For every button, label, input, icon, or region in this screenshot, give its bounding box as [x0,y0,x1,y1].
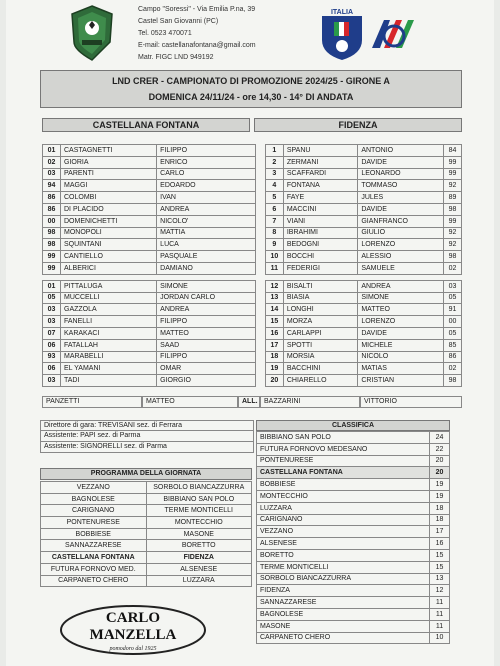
fixture-row [41,517,252,529]
fixture-row [41,540,252,552]
away-player-surname: BEDOGNI [283,239,357,251]
standings-row [257,608,450,620]
player-row [43,363,462,375]
standings-team: VEZZANO [257,526,430,538]
standings-points: 24 [430,432,450,444]
away-player-first-name: SIMONE [358,292,444,304]
standings-row [257,573,450,585]
away-team-header: FIDENZA [254,118,462,132]
away-player-number: 8 [265,227,283,239]
away-player-first-name: CRISTIAN [358,375,444,387]
home-player-first-name: IVAN [157,192,256,204]
fixture-home-team: VEZZANO [41,482,147,494]
away-player-number: 18 [265,351,283,363]
fixture-home-team: CASTELLANA FONTANA [41,552,147,564]
standings-team: SANNAZZARESE [257,597,430,609]
contact-address: Campo "Soressi" - Via Emilia P.na, 39 [138,6,256,13]
away-player-first-name: MATIAS [358,363,444,375]
away-player-surname: FONTANA [283,180,357,192]
home-player-surname: MAGGI [61,180,157,192]
away-player-year: 00 [444,316,462,328]
home-coach-surname: PANZETTI [42,396,142,408]
column-gap [255,262,265,274]
fixture-away-team: SORBOLO BIANCAZZURRA [146,482,252,494]
fixture-away-team: ALSENESE [146,563,252,575]
away-player-first-name: JULES [358,192,444,204]
home-player-number: 05 [43,292,61,304]
standings-points: 11 [430,620,450,632]
away-player-surname: CHIARELLO [283,375,357,387]
away-player-year: 03 [444,280,462,292]
standings-row [257,455,450,467]
away-player-number: 12 [265,280,283,292]
home-player-number: 99 [43,251,61,263]
away-player-first-name: LORENZO [358,316,444,328]
fixture-home-team: BAGNOLESE [41,493,147,505]
away-player-surname: BACCHINI [283,363,357,375]
fixture-row [41,528,252,540]
standings-team: MASONE [257,620,430,632]
contact-phone: Tel. 0523 470071 [138,30,192,37]
away-player-surname: LONGHI [283,304,357,316]
home-player-surname: FATALLAH [61,339,157,351]
fixture-home-team: SANNAZZARESE [41,540,147,552]
standings-points: 22 [430,443,450,455]
home-player-number: 03 [43,316,61,328]
standings-points: 15 [430,549,450,561]
column-gap [255,215,265,227]
player-row [43,280,462,292]
home-player-surname: TADI [61,375,157,387]
away-player-first-name: DAVIDE [358,327,444,339]
standings-team: LUZZARA [257,502,430,514]
away-player-first-name: TOMMASO [358,180,444,192]
standings-row [257,467,450,479]
player-row [43,215,462,227]
championship-title: LND CRER - CAMPIONATO DI PROMOZIONE 2024/25 - GIRONE A [112,76,390,86]
home-player-surname: FANELLI [61,316,157,328]
column-gap [255,316,265,328]
standings-points: 19 [430,479,450,491]
away-player-first-name: GIANFRANCO [358,215,444,227]
standings-team: FIDENZA [257,585,430,597]
away-player-surname: BISALTI [283,280,357,292]
column-gap [255,203,265,215]
home-player-first-name: PASQUALE [157,251,256,263]
away-player-year: 99 [444,215,462,227]
player-row [43,180,462,192]
home-player-first-name: FILIPPO [157,145,256,157]
standings-points: 17 [430,526,450,538]
home-player-surname: ALBERICI [61,262,157,274]
home-player-number: 99 [43,262,61,274]
away-player-number: 2 [265,156,283,168]
standings-team: SORBOLO BIANCAZZURRA [257,573,430,585]
standings-row [257,514,450,526]
away-player-number: 19 [265,363,283,375]
club-crest-logo [68,4,116,62]
standings-row [257,502,450,514]
match-title-box [40,70,462,108]
column-gap [255,145,265,157]
away-player-year: 98 [444,375,462,387]
away-player-surname: BIASIA [283,292,357,304]
contact-email: E-mail: castellanafontana@gmail.com [138,42,256,49]
column-gap [255,327,265,339]
away-player-first-name: ALESSIO [358,251,444,263]
classifica-title: CLASSIFICA [256,420,450,431]
contact-city: Castel San Giovanni (PC) [138,18,219,25]
classifica-table [256,431,450,644]
standings-team: CASTELLANA FONTANA [257,467,430,479]
standings-points: 15 [430,561,450,573]
away-player-first-name: LEONARDO [358,168,444,180]
away-player-surname: SPANU [283,145,357,157]
player-row [43,292,462,304]
figc-italia-logo [318,6,366,62]
away-player-year: 02 [444,363,462,375]
sponsor-logo [58,598,208,658]
home-player-number: 07 [43,327,61,339]
away-player-first-name: MATTEO [358,304,444,316]
standings-row [257,490,450,502]
fixture-row [41,505,252,517]
home-player-number: 06 [43,339,61,351]
standings-team: BORETTO [257,549,430,561]
away-player-year: 92 [444,227,462,239]
fixture-home-team: BOBBIESE [41,528,147,540]
column-gap [255,239,265,251]
home-player-surname: GIORIA [61,156,157,168]
sponsor-name-line1: CARLO [105,610,161,626]
column-gap [255,375,265,387]
away-player-surname: MORZA [283,316,357,328]
fixture-away-team: FIDENZA [146,552,252,564]
away-coach-first-name: VITTORIO [360,396,462,408]
away-player-surname: FAYE [283,192,357,204]
standings-points: 18 [430,502,450,514]
home-player-number: 93 [43,351,61,363]
away-player-first-name: DAVIDE [358,156,444,168]
away-player-year: 85 [444,339,462,351]
standings-team: CARIGNANO [257,514,430,526]
contact-info [138,4,256,64]
standings-team: BIBBIANO SAN POLO [257,432,430,444]
fixture-home-team: CARIGNANO [41,505,147,517]
match-date: DOMENICA 24/11/24 - ore 14,30 - 14° DI ANDATA [148,92,354,102]
standings-team: BOBBIESE [257,479,430,491]
home-player-surname: MARABELLI [61,351,157,363]
standings-points: 18 [430,514,450,526]
column-gap [255,156,265,168]
away-player-year: 98 [444,251,462,263]
standings-row [257,479,450,491]
standings-points: 11 [430,597,450,609]
home-player-number: 98 [43,239,61,251]
home-player-first-name: FILIPPO [157,316,256,328]
column-gap [255,180,265,192]
away-player-surname: SCAFFARDI [283,168,357,180]
fixture-away-team: MASONE [146,528,252,540]
italia-label: ITALIA [330,9,354,16]
away-player-year: 92 [444,180,462,192]
away-player-first-name: GIULIO [358,227,444,239]
home-player-number: 00 [43,215,61,227]
away-player-surname: CARLAPPI [283,327,357,339]
away-player-year: 05 [444,292,462,304]
fixture-away-team: LUZZARA [146,575,252,587]
player-row [43,227,462,239]
standings-row [257,561,450,573]
standings-team: TERME MONTICELLI [257,561,430,573]
player-row [43,327,462,339]
player-row [43,316,462,328]
home-player-first-name: MATTEO [157,327,256,339]
player-row [43,262,462,274]
standings-points: 16 [430,538,450,550]
home-player-surname: COLOMBI [61,192,157,204]
home-player-first-name: GIORGIO [157,375,256,387]
away-player-number: 13 [265,292,283,304]
column-gap [255,304,265,316]
home-coach-first-name: MATTEO [142,396,238,408]
coaches-row [42,396,462,408]
home-team-header: CASTELLANA FONTANA [42,118,250,132]
standings-row [257,597,450,609]
standings-row [257,443,450,455]
away-player-first-name: DAVIDE [358,203,444,215]
home-player-surname: SQUINTANI [61,239,157,251]
away-player-number: 15 [265,316,283,328]
away-player-number: 7 [265,215,283,227]
away-player-number: 1 [265,145,283,157]
away-player-first-name: LORENZO [358,239,444,251]
away-player-surname: VIANI [283,215,357,227]
home-player-first-name: NICOLO' [157,215,256,227]
fixture-home-team: CARPANETO CHERO [41,575,147,587]
away-player-surname: MORSIA [283,351,357,363]
column-gap [255,168,265,180]
player-row [43,203,462,215]
standings-team: PONTENURESE [257,455,430,467]
home-player-surname: EL YAMANI [61,363,157,375]
column-gap [255,351,265,363]
home-player-first-name: FILIPPO [157,351,256,363]
column-gap [255,363,265,375]
player-row [43,304,462,316]
fixture-away-team: BORETTO [146,540,252,552]
home-player-number: 94 [43,180,61,192]
away-player-surname: MACCINI [283,203,357,215]
fixture-row [41,493,252,505]
standings-row [257,620,450,632]
player-row [43,168,462,180]
away-player-year: 99 [444,168,462,180]
home-player-surname: MONOPOLI [61,227,157,239]
home-player-number: 03 [43,304,61,316]
home-player-number: 01 [43,280,61,292]
player-row [43,145,462,157]
home-player-first-name: CARLO [157,168,256,180]
away-player-year: 99 [444,156,462,168]
standings-points: 19 [430,490,450,502]
away-player-number: 9 [265,239,283,251]
home-player-number: 98 [43,227,61,239]
away-player-surname: FEDERIGI [283,262,357,274]
away-player-year: 92 [444,239,462,251]
standings-row [257,549,450,561]
home-player-surname: GAZZOLA [61,304,157,316]
home-player-first-name: ANDREA [157,304,256,316]
player-row [43,192,462,204]
column-gap [255,339,265,351]
standings-row [257,632,450,644]
home-player-first-name: JORDAN CARLO [157,292,256,304]
home-player-number: 03 [43,375,61,387]
home-player-first-name: SIMONE [157,280,256,292]
away-player-first-name: ANDREA [358,280,444,292]
home-player-surname: DOMENICHETTI [61,215,157,227]
away-player-number: 6 [265,203,283,215]
fixture-row [41,575,252,587]
home-player-first-name: MATTIA [157,227,256,239]
fixture-away-team: TERME MONTICELLI [146,505,252,517]
away-player-year: 84 [444,145,462,157]
home-player-surname: CANTIELLO [61,251,157,263]
away-player-number: 16 [265,327,283,339]
column-gap [255,280,265,292]
roster-table [42,144,462,387]
column-gap [255,251,265,263]
standings-team: CARPANETO CHERO [257,632,430,644]
standings-team: FUTURA FORNOVO MEDESANO [257,443,430,455]
referee: Direttore di gara: TREVISANI sez. di Ferrara [40,420,254,431]
away-player-number: 14 [265,304,283,316]
standings-points: 20 [430,467,450,479]
player-row [43,339,462,351]
standings-points: 20 [430,455,450,467]
coach-label: ALL. [238,396,260,408]
away-player-number: 3 [265,168,283,180]
player-row [43,156,462,168]
home-player-number: 02 [43,156,61,168]
standings-row [257,538,450,550]
standings-row [257,585,450,597]
fixture-away-team: BIBBIANO SAN POLO [146,493,252,505]
standings-points: 11 [430,608,450,620]
column-gap [255,292,265,304]
home-player-first-name: LUCA [157,239,256,251]
assistant-2: Assistente: SIGNORELLI sez. di Parma [40,442,254,453]
home-player-first-name: ENRICO [157,156,256,168]
home-player-number: 86 [43,203,61,215]
away-player-number: 4 [265,180,283,192]
away-player-surname: IBRAHIMI [283,227,357,239]
home-player-first-name: SAAD [157,339,256,351]
home-player-surname: KARAKACI [61,327,157,339]
away-player-number: 17 [265,339,283,351]
away-player-number: 20 [265,375,283,387]
fixture-row [41,563,252,575]
home-player-first-name: EDOARDO [157,180,256,192]
player-row [43,239,462,251]
home-player-first-name: DAMIANO [157,262,256,274]
home-player-surname: PITTALUGA [61,280,157,292]
home-player-surname: PARENTI [61,168,157,180]
standings-row [257,432,450,444]
away-player-first-name: ANTONIO [358,145,444,157]
assistant-1: Assistente: PAPI sez. di Parma [40,431,254,442]
away-player-year: 86 [444,351,462,363]
home-player-surname: MUCCELLI [61,292,157,304]
home-player-number: 86 [43,192,61,204]
away-player-number: 5 [265,192,283,204]
programma-table [40,481,252,587]
lnd-logo [370,14,418,54]
officials-box [40,420,254,453]
home-player-first-name: ANDREA [157,203,256,215]
away-player-year: 98 [444,203,462,215]
home-player-number: 03 [43,168,61,180]
player-row [43,351,462,363]
column-gap [255,227,265,239]
away-player-surname: SPOTTI [283,339,357,351]
home-player-surname: CASTAGNETTI [61,145,157,157]
fixture-row [41,482,252,494]
lineup-sheet [6,0,494,666]
programma-title: PROGRAMMA DELLA GIORNATA [40,468,252,480]
away-player-year: 89 [444,192,462,204]
fixture-row [41,552,252,564]
standings-team: ALSENESE [257,538,430,550]
player-row [43,251,462,263]
away-player-number: 10 [265,251,283,263]
fixture-home-team: PONTENURESE [41,517,147,529]
sponsor-name-line2: MANZELLA [89,627,177,643]
fixture-away-team: MONTECCHIO [146,517,252,529]
contact-registration: Matr. FIGC LND 949192 [138,54,214,61]
home-player-surname: DI PLACIDO [61,203,157,215]
away-player-surname: ZERMANI [283,156,357,168]
standings-points: 12 [430,585,450,597]
player-row [43,375,462,387]
away-player-surname: BOCCHI [283,251,357,263]
home-player-first-name: OMAR [157,363,256,375]
standings-row [257,526,450,538]
home-player-number: 01 [43,145,61,157]
away-coach-surname: BAZZARINI [260,396,360,408]
away-player-first-name: SAMUELE [358,262,444,274]
away-player-first-name: MICHELE [358,339,444,351]
home-player-number: 06 [43,363,61,375]
sponsor-tagline: pomodoro dal 1925 [109,646,157,652]
fixture-home-team: FUTURA FORNOVO MED. [41,563,147,575]
away-player-year: 91 [444,304,462,316]
standings-team: MONTECCHIO [257,490,430,502]
standings-team: BAGNOLESE [257,608,430,620]
column-gap [255,192,265,204]
away-player-number: 11 [265,262,283,274]
away-player-year: 05 [444,327,462,339]
standings-points: 13 [430,573,450,585]
away-player-first-name: NICOLO [358,351,444,363]
standings-points: 10 [430,632,450,644]
away-player-year: 02 [444,262,462,274]
